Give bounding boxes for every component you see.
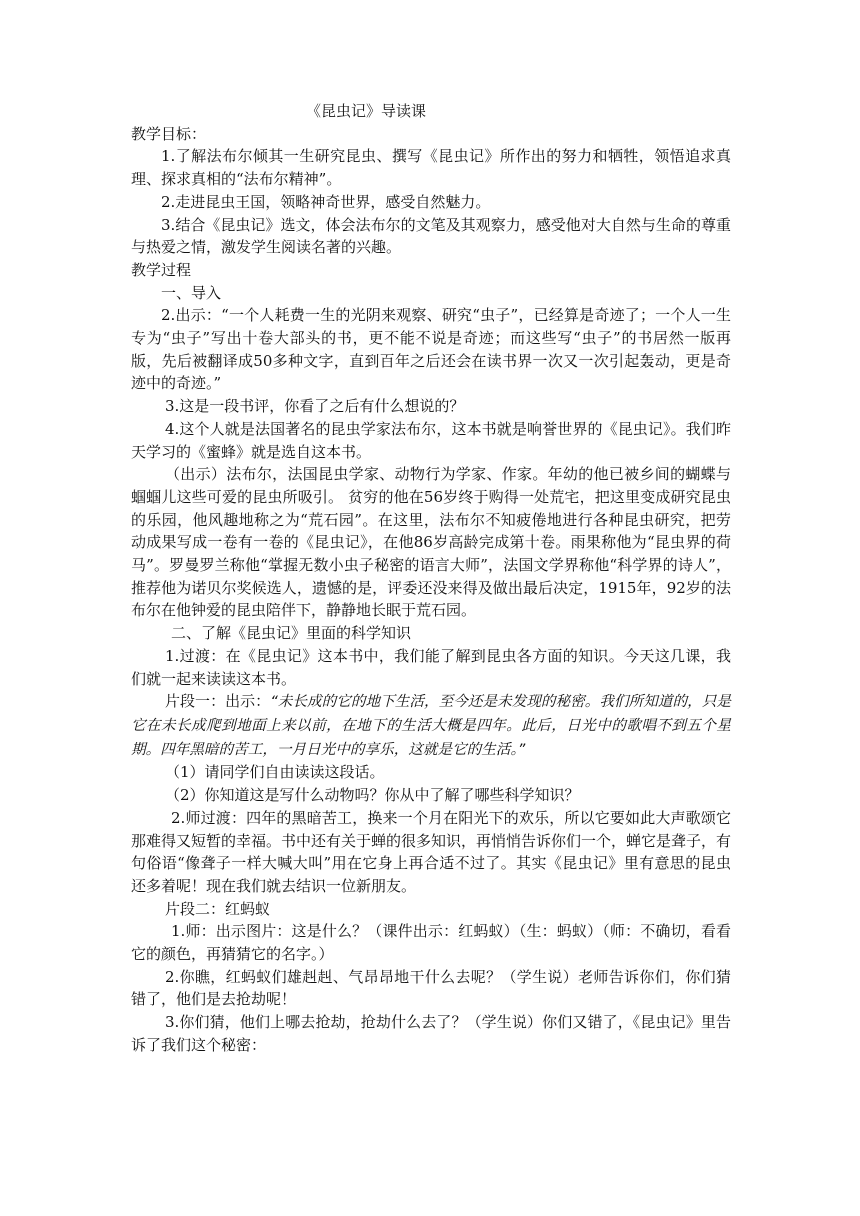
fragment-one: [131, 690, 731, 761]
section-heading-science: 二、了解《昆虫记》里面的科学知识: [171, 624, 412, 643]
fragment-label: 片段一：出示：: [165, 692, 271, 711]
paragraph: 3.这是一段书评，你看了之后有什么想说的？: [165, 397, 465, 416]
fragment-two-heading: 片段二：红蚂蚁: [165, 899, 271, 918]
question-item: （1）请同学们自由读读这段话。: [165, 763, 385, 782]
question-item: （2）你知道这是写什么动物吗？你从中了解了哪些科学知识？: [165, 786, 580, 805]
paragraph: 3.你们猜，他们上哪去抢劫，抢劫什么去了？（学生说）你们又错了，《昆虫记》里告诉了我们这个秘密：: [131, 1013, 731, 1054]
goal-item: 3.结合《昆虫记》选文，体会法布尔的文笔及其观察力，感受他对大自然与生命的尊重与热爱之情，激发学生阅读名著的兴趣。: [131, 215, 731, 257]
paragraph: （出示）法布尔，法国昆虫学家、动物行为学家、作家。年幼的他已被乡间的蝴蝶与蝈蝈儿这些可爱的昆虫所吸引。 贫穷的他在56岁终于购得一处荒宅，把这里变成研究昆虫的乐园，他风趣地称之为“荒石园”。在这里，法布尔不知疲倦地进行各种昆虫研究，把劳动成果写成一卷有一卷的《昆虫记》，在他86岁高龄完成第十卷。雨果称他为“昆虫界的荷马”。罗曼罗兰称他“掌握无数小虫子秘密的语言大师”，法国文学界称他“科学界的诗人”，推荐他为诺贝尔奖候选人，遗憾的是，评委还没来得及做出最后决定，1915年，92岁的法布尔在他钟爱的昆虫陪伴下，静静地长眠于荒石园。: [131, 465, 731, 620]
document-page: [131, 100, 731, 1057]
paragraph: 2.师过渡：四年的黑暗苦工，换来一个月在阳光下的欢乐，所以它要如此大声歌颂它那难得又短暂的幸福。书中还有关于蝉的很多知识，再悄悄告诉你们一个，蝉它是聋子，有句俗语“像聋子一样大喊大叫”用在它身上再合适不过了。其实《昆虫记》里有意思的昆虫还多着呢！现在我们就去结识一位新朋友。: [131, 808, 732, 895]
paragraph: 1.过渡：在《昆虫记》这本书中，我们能了解到昆虫各方面的知识。今天这几课，我们就一起来读读这本书。: [131, 646, 731, 688]
goal-item: 2.走进昆虫王国，领略神奇世界，感受自然魅力。: [161, 192, 491, 211]
goals-heading: 教学目标：: [131, 124, 207, 143]
document-title: 《昆虫记》导读课: [306, 102, 427, 120]
paragraph: 4.这个人就是法国著名的昆虫学家法布尔，这本书就是响誉世界的《昆虫记》。我们昨天学习的《蜜蜂》就是选自这本书。: [131, 419, 731, 461]
section-heading-intro: 一、导入: [161, 283, 222, 302]
paragraph: 2.出示：“一个人耗费一生的光阴来观察、研究“虫子”，已经算是奇迹了；一个人一生专为“虫子”写出十卷大部头的书，更不能不说是奇迹；而这些写“虫子”的书居然一版再版，先后被翻译成50多种文字，直到百年之后还会在读书界一次又一次引起轰动，更是奇迹中的奇迹。”: [131, 306, 731, 393]
paragraph: 1.师：出示图片：这是什么？（课件出示：红蚂蚁）（生：蚂蚁）（师：不确切，看看它的颜色，再猜猜它的名字。）: [131, 922, 731, 964]
process-heading: 教学过程: [131, 260, 192, 279]
goal-item: 1.了解法布尔倾其一生研究昆虫、撰写《昆虫记》所作出的努力和牺牲，领悟追求真理、探求真相的“法布尔精神”。: [131, 147, 731, 189]
paragraph: 2.你瞧，红蚂蚁们雄赳赳、气昂昂地干什么去呢？（学生说）老师告诉你们，你们猜错了，他们是去抢劫呢！: [131, 967, 731, 1009]
fragment-quote: “未长成的它的地下生活，至今还是未发现的秘密。我们所知道的，只是它在未长成爬到地面上来以前，在地下的生活大概是四年。此后，日光中的歌唱不到五个星期。四年黑暗的苦工，一月日光中的享乐，这就是它的生活。”: [131, 693, 731, 758]
